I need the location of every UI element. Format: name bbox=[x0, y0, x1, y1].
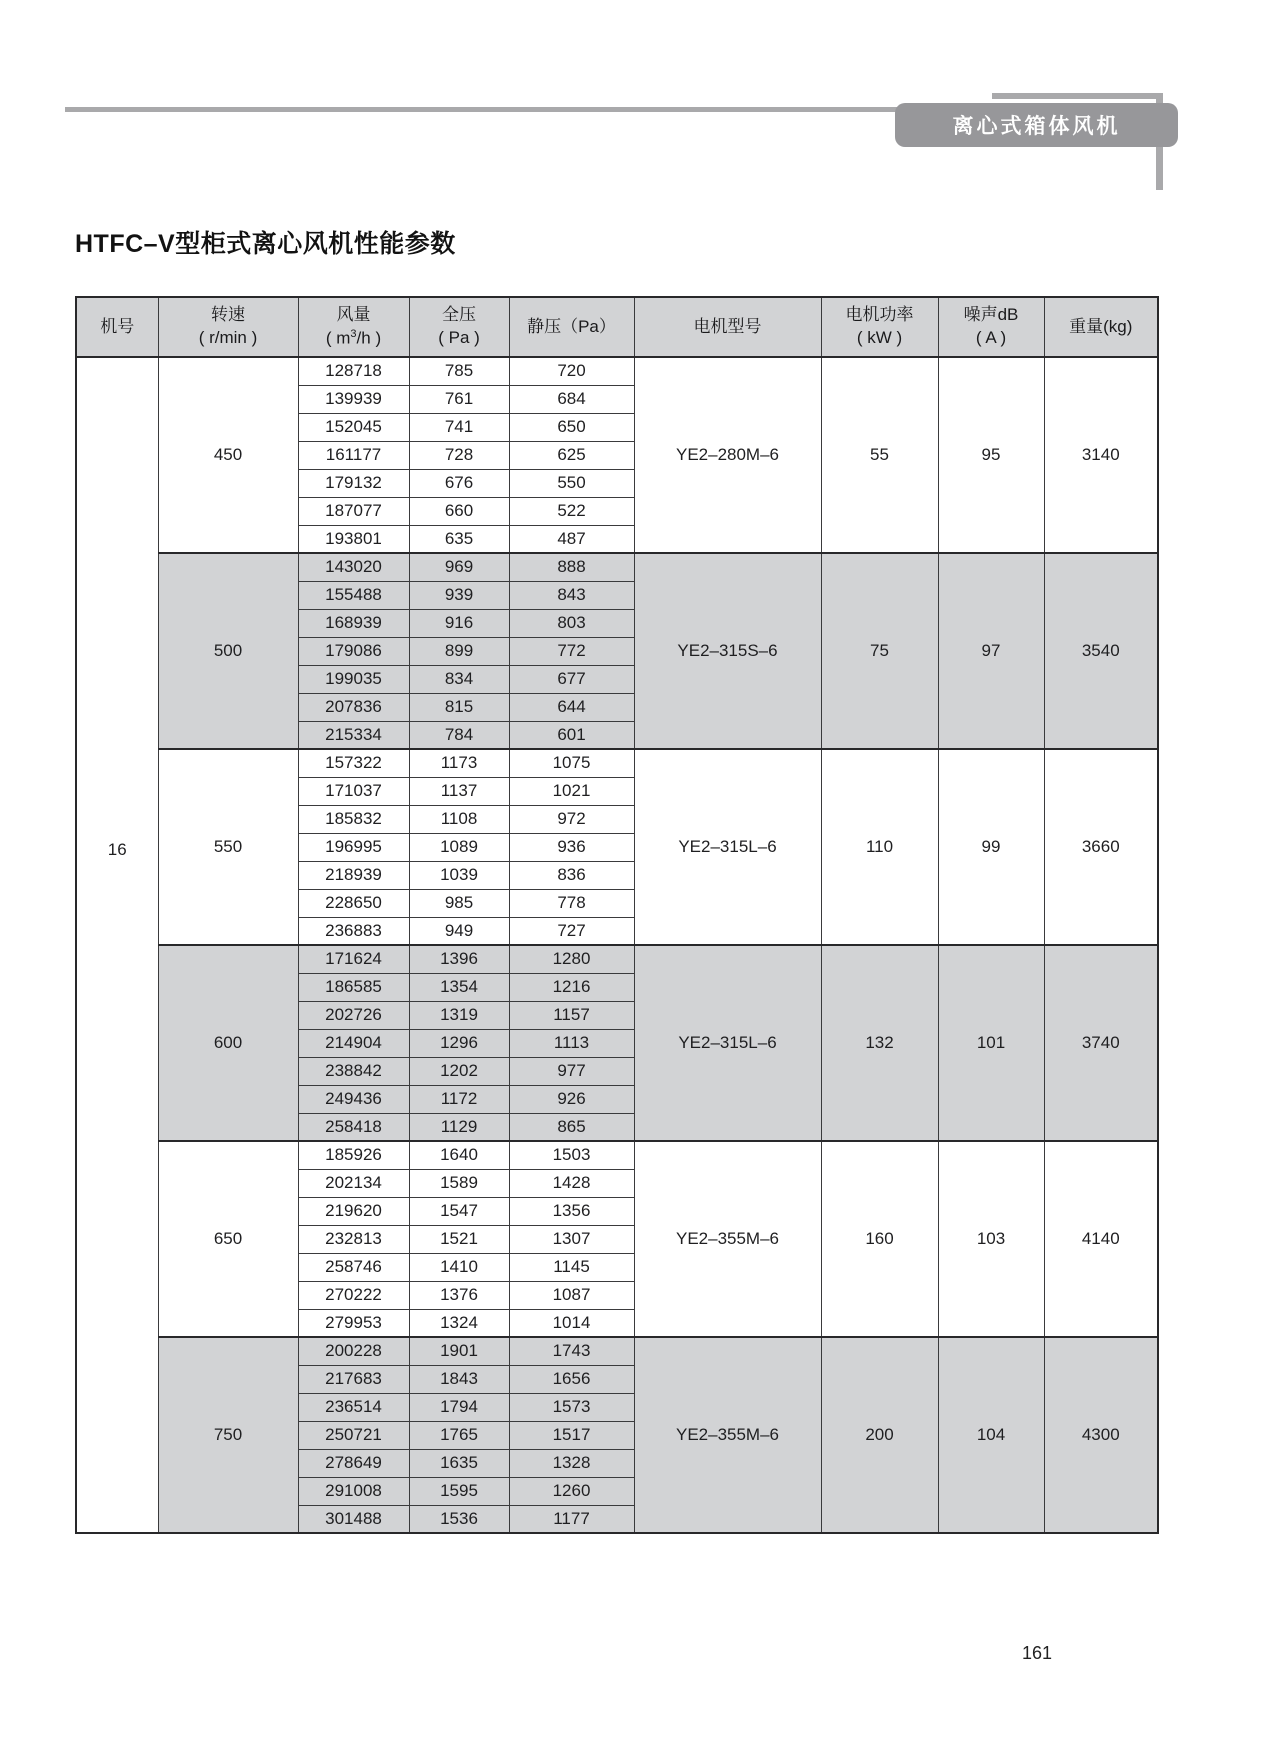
cell-total-pressure: 1202 bbox=[409, 1057, 509, 1085]
table-header-row bbox=[76, 297, 1158, 357]
cell-flow: 301488 bbox=[298, 1505, 409, 1533]
cell-total-pressure: 1635 bbox=[409, 1449, 509, 1477]
cell-flow: 219620 bbox=[298, 1197, 409, 1225]
cell-static-pressure: 803 bbox=[509, 609, 634, 637]
col-header-noise-label: 噪声dB bbox=[963, 305, 1019, 325]
cell-static-pressure: 727 bbox=[509, 917, 634, 945]
cell-static-pressure: 625 bbox=[509, 441, 634, 469]
col-header-motor-power-unit: ( kW ) bbox=[856, 328, 903, 347]
cell-flow: 202726 bbox=[298, 1001, 409, 1029]
cell-static-pressure: 977 bbox=[509, 1057, 634, 1085]
cell-total-pressure: 676 bbox=[409, 469, 509, 497]
cell-total-pressure: 1901 bbox=[409, 1337, 509, 1365]
cell-flow: 291008 bbox=[298, 1477, 409, 1505]
cell-total-pressure: 1173 bbox=[409, 749, 509, 777]
cell-total-pressure: 1039 bbox=[409, 861, 509, 889]
col-header-flow-unit: ( $m^3/h$ ) bbox=[325, 327, 382, 348]
cell-speed: 600 bbox=[158, 945, 298, 1141]
cell-static-pressure: 936 bbox=[509, 833, 634, 861]
cell-weight: 3140 bbox=[1044, 357, 1158, 553]
cell-static-pressure: 1145 bbox=[509, 1253, 634, 1281]
cell-total-pressure: 1137 bbox=[409, 777, 509, 805]
header-rule-top-right bbox=[992, 93, 1163, 99]
cell-motor-model: YE2–315L–6 bbox=[634, 945, 821, 1141]
cell-total-pressure: 1172 bbox=[409, 1085, 509, 1113]
cell-static-pressure: 836 bbox=[509, 861, 634, 889]
cell-noise: 99 bbox=[938, 749, 1044, 945]
cell-static-pressure: 487 bbox=[509, 525, 634, 553]
cell-static-pressure: 1014 bbox=[509, 1309, 634, 1337]
cell-total-pressure: 660 bbox=[409, 497, 509, 525]
cell-static-pressure: 1356 bbox=[509, 1197, 634, 1225]
cell-flow: 143020 bbox=[298, 553, 409, 581]
cell-flow: 155488 bbox=[298, 581, 409, 609]
cell-total-pressure: 1396 bbox=[409, 945, 509, 973]
cell-flow: 199035 bbox=[298, 665, 409, 693]
cell-total-pressure: 899 bbox=[409, 637, 509, 665]
cell-static-pressure: 1021 bbox=[509, 777, 634, 805]
cell-total-pressure: 985 bbox=[409, 889, 509, 917]
col-header-motor-model-label: 电机型号 bbox=[693, 316, 762, 336]
cell-static-pressure: 601 bbox=[509, 721, 634, 749]
col-header-total-pressure-unit: ( Pa ) bbox=[438, 328, 480, 347]
cell-total-pressure: 834 bbox=[409, 665, 509, 693]
cell-motor-power: 110 bbox=[821, 749, 938, 945]
cell-motor-power: 75 bbox=[821, 553, 938, 749]
cell-flow: 152045 bbox=[298, 413, 409, 441]
cell-flow: 258746 bbox=[298, 1253, 409, 1281]
cell-motor-model: YE2–355M–6 bbox=[634, 1337, 821, 1533]
cell-flow: 278649 bbox=[298, 1449, 409, 1477]
cell-total-pressure: 1324 bbox=[409, 1309, 509, 1337]
cell-static-pressure: 778 bbox=[509, 889, 634, 917]
col-header-noise-unit: ( A ) bbox=[975, 328, 1007, 347]
cell-total-pressure: 1640 bbox=[409, 1141, 509, 1169]
cell-flow: 139939 bbox=[298, 385, 409, 413]
cell-weight: 4300 bbox=[1044, 1337, 1158, 1533]
cell-static-pressure: 1656 bbox=[509, 1365, 634, 1393]
cell-motor-power: 160 bbox=[821, 1141, 938, 1337]
cell-speed: 650 bbox=[158, 1141, 298, 1337]
cell-flow: 187077 bbox=[298, 497, 409, 525]
cell-weight: 3540 bbox=[1044, 553, 1158, 749]
cell-static-pressure: 865 bbox=[509, 1113, 634, 1141]
cell-static-pressure: 1503 bbox=[509, 1141, 634, 1169]
table-row bbox=[76, 553, 1158, 581]
cell-static-pressure: 772 bbox=[509, 637, 634, 665]
col-header-machine-no-label: 机号 bbox=[100, 316, 135, 336]
cell-total-pressure: 939 bbox=[409, 581, 509, 609]
table-row bbox=[76, 945, 1158, 973]
cell-flow: 279953 bbox=[298, 1309, 409, 1337]
cell-total-pressure: 1843 bbox=[409, 1365, 509, 1393]
cell-static-pressure: 888 bbox=[509, 553, 634, 581]
table-row bbox=[76, 1337, 1158, 1365]
cell-speed: 450 bbox=[158, 357, 298, 553]
cell-flow: 128718 bbox=[298, 357, 409, 385]
col-header-machine-no bbox=[76, 297, 158, 357]
cell-motor-model: YE2–355M–6 bbox=[634, 1141, 821, 1337]
cell-total-pressure: 784 bbox=[409, 721, 509, 749]
cell-flow: 232813 bbox=[298, 1225, 409, 1253]
cell-flow: 215334 bbox=[298, 721, 409, 749]
cell-noise: 104 bbox=[938, 1337, 1044, 1533]
cell-total-pressure: 1765 bbox=[409, 1421, 509, 1449]
cell-static-pressure: 1280 bbox=[509, 945, 634, 973]
cell-total-pressure: 1547 bbox=[409, 1197, 509, 1225]
table-row bbox=[76, 749, 1158, 777]
cell-flow: 185926 bbox=[298, 1141, 409, 1169]
cell-static-pressure: 1428 bbox=[509, 1169, 634, 1197]
cell-total-pressure: 1129 bbox=[409, 1113, 509, 1141]
cell-flow: 258418 bbox=[298, 1113, 409, 1141]
cell-flow: 171624 bbox=[298, 945, 409, 973]
section-badge-label: 离心式箱体风机 bbox=[952, 115, 1121, 138]
cell-static-pressure: 644 bbox=[509, 693, 634, 721]
cell-static-pressure: 1075 bbox=[509, 749, 634, 777]
cell-weight: 3740 bbox=[1044, 945, 1158, 1141]
cell-flow: 202134 bbox=[298, 1169, 409, 1197]
cell-total-pressure: 1589 bbox=[409, 1169, 509, 1197]
cell-flow: 207836 bbox=[298, 693, 409, 721]
cell-total-pressure: 1536 bbox=[409, 1505, 509, 1533]
cell-motor-power: 132 bbox=[821, 945, 938, 1141]
cell-static-pressure: 677 bbox=[509, 665, 634, 693]
cell-flow: 236883 bbox=[298, 917, 409, 945]
section-badge bbox=[895, 103, 1178, 147]
cell-flow: 236514 bbox=[298, 1393, 409, 1421]
cell-motor-power: 55 bbox=[821, 357, 938, 553]
cell-flow: 238842 bbox=[298, 1057, 409, 1085]
cell-flow: 193801 bbox=[298, 525, 409, 553]
cell-static-pressure: 550 bbox=[509, 469, 634, 497]
cell-static-pressure: 972 bbox=[509, 805, 634, 833]
cell-speed: 550 bbox=[158, 749, 298, 945]
cell-noise: 97 bbox=[938, 553, 1044, 749]
cell-static-pressure: 1113 bbox=[509, 1029, 634, 1057]
cell-total-pressure: 949 bbox=[409, 917, 509, 945]
col-header-total-pressure bbox=[409, 297, 509, 357]
cell-static-pressure: 926 bbox=[509, 1085, 634, 1113]
cell-static-pressure: 684 bbox=[509, 385, 634, 413]
cell-flow: 179086 bbox=[298, 637, 409, 665]
cell-flow: 179132 bbox=[298, 469, 409, 497]
cell-total-pressure: 969 bbox=[409, 553, 509, 581]
cell-static-pressure: 1743 bbox=[509, 1337, 634, 1365]
cell-total-pressure: 815 bbox=[409, 693, 509, 721]
col-header-weight bbox=[1044, 297, 1158, 357]
cell-total-pressure: 785 bbox=[409, 357, 509, 385]
cell-flow: 186585 bbox=[298, 973, 409, 1001]
cell-flow: 171037 bbox=[298, 777, 409, 805]
cell-flow: 270222 bbox=[298, 1281, 409, 1309]
cell-total-pressure: 635 bbox=[409, 525, 509, 553]
cell-static-pressure: 650 bbox=[509, 413, 634, 441]
cell-static-pressure: 1573 bbox=[509, 1393, 634, 1421]
cell-static-pressure: 1517 bbox=[509, 1421, 634, 1449]
cell-total-pressure: 728 bbox=[409, 441, 509, 469]
cell-static-pressure: 1157 bbox=[509, 1001, 634, 1029]
cell-motor-model: YE2–280M–6 bbox=[634, 357, 821, 553]
cell-flow: 250721 bbox=[298, 1421, 409, 1449]
cell-noise: 101 bbox=[938, 945, 1044, 1141]
col-header-weight-label: 重量(kg) bbox=[1069, 316, 1133, 336]
cell-flow: 214904 bbox=[298, 1029, 409, 1057]
cell-speed: 500 bbox=[158, 553, 298, 749]
cell-flow: 218939 bbox=[298, 861, 409, 889]
cell-flow: 196995 bbox=[298, 833, 409, 861]
col-header-total-pressure-label: 全压 bbox=[442, 305, 476, 325]
cell-static-pressure: 1328 bbox=[509, 1449, 634, 1477]
cell-static-pressure: 1177 bbox=[509, 1505, 634, 1533]
cell-flow: 185832 bbox=[298, 805, 409, 833]
col-header-speed bbox=[158, 297, 298, 357]
cell-speed: 750 bbox=[158, 1337, 298, 1533]
cell-static-pressure: 1307 bbox=[509, 1225, 634, 1253]
cell-total-pressure: 1410 bbox=[409, 1253, 509, 1281]
cell-motor-power: 200 bbox=[821, 1337, 938, 1533]
cell-static-pressure: 1087 bbox=[509, 1281, 634, 1309]
cell-total-pressure: 1296 bbox=[409, 1029, 509, 1057]
cell-total-pressure: 1794 bbox=[409, 1393, 509, 1421]
table-row bbox=[76, 357, 1158, 385]
cell-total-pressure: 916 bbox=[409, 609, 509, 637]
cell-flow: 200228 bbox=[298, 1337, 409, 1365]
cell-flow: 249436 bbox=[298, 1085, 409, 1113]
cell-flow: 168939 bbox=[298, 609, 409, 637]
performance-table bbox=[75, 296, 1159, 1534]
col-header-static-pressure-label: 静压（Pa） bbox=[527, 316, 616, 336]
col-header-motor-power bbox=[821, 297, 938, 357]
cell-total-pressure: 761 bbox=[409, 385, 509, 413]
cell-total-pressure: 1319 bbox=[409, 1001, 509, 1029]
cell-total-pressure: 1521 bbox=[409, 1225, 509, 1253]
cell-flow: 217683 bbox=[298, 1365, 409, 1393]
cell-total-pressure: 1595 bbox=[409, 1477, 509, 1505]
col-header-flow bbox=[298, 297, 409, 357]
table-body bbox=[76, 357, 1158, 1533]
cell-flow: 228650 bbox=[298, 889, 409, 917]
cell-noise: 103 bbox=[938, 1141, 1044, 1337]
col-header-motor-model bbox=[634, 297, 821, 357]
page-number: 161 bbox=[1022, 1643, 1053, 1663]
page-title: HTFC–V型柜式离心风机性能参数 bbox=[75, 230, 456, 258]
col-header-flow-label: 风量 bbox=[336, 304, 371, 324]
header-rule bbox=[65, 107, 897, 112]
cell-total-pressure: 1376 bbox=[409, 1281, 509, 1309]
cell-static-pressure: 843 bbox=[509, 581, 634, 609]
col-header-static-pressure bbox=[509, 297, 634, 357]
cell-total-pressure: 741 bbox=[409, 413, 509, 441]
cell-noise: 95 bbox=[938, 357, 1044, 553]
cell-static-pressure: 1260 bbox=[509, 1477, 634, 1505]
col-header-noise bbox=[938, 297, 1044, 357]
cell-total-pressure: 1089 bbox=[409, 833, 509, 861]
cell-motor-model: YE2–315L–6 bbox=[634, 749, 821, 945]
cell-static-pressure: 720 bbox=[509, 357, 634, 385]
cell-total-pressure: 1354 bbox=[409, 973, 509, 1001]
cell-static-pressure: 522 bbox=[509, 497, 634, 525]
col-header-speed-unit: ( r/min ) bbox=[198, 328, 258, 347]
cell-flow: 157322 bbox=[298, 749, 409, 777]
table-row bbox=[76, 1141, 1158, 1169]
cell-machine-no: 16 bbox=[76, 357, 158, 1533]
col-header-speed-label: 转速 bbox=[211, 305, 245, 325]
cell-flow: 161177 bbox=[298, 441, 409, 469]
col-header-motor-power-label: 电机功率 bbox=[845, 305, 914, 325]
cell-weight: 3660 bbox=[1044, 749, 1158, 945]
cell-motor-model: YE2–315S–6 bbox=[634, 553, 821, 749]
cell-weight: 4140 bbox=[1044, 1141, 1158, 1337]
cell-static-pressure: 1216 bbox=[509, 973, 634, 1001]
cell-total-pressure: 1108 bbox=[409, 805, 509, 833]
